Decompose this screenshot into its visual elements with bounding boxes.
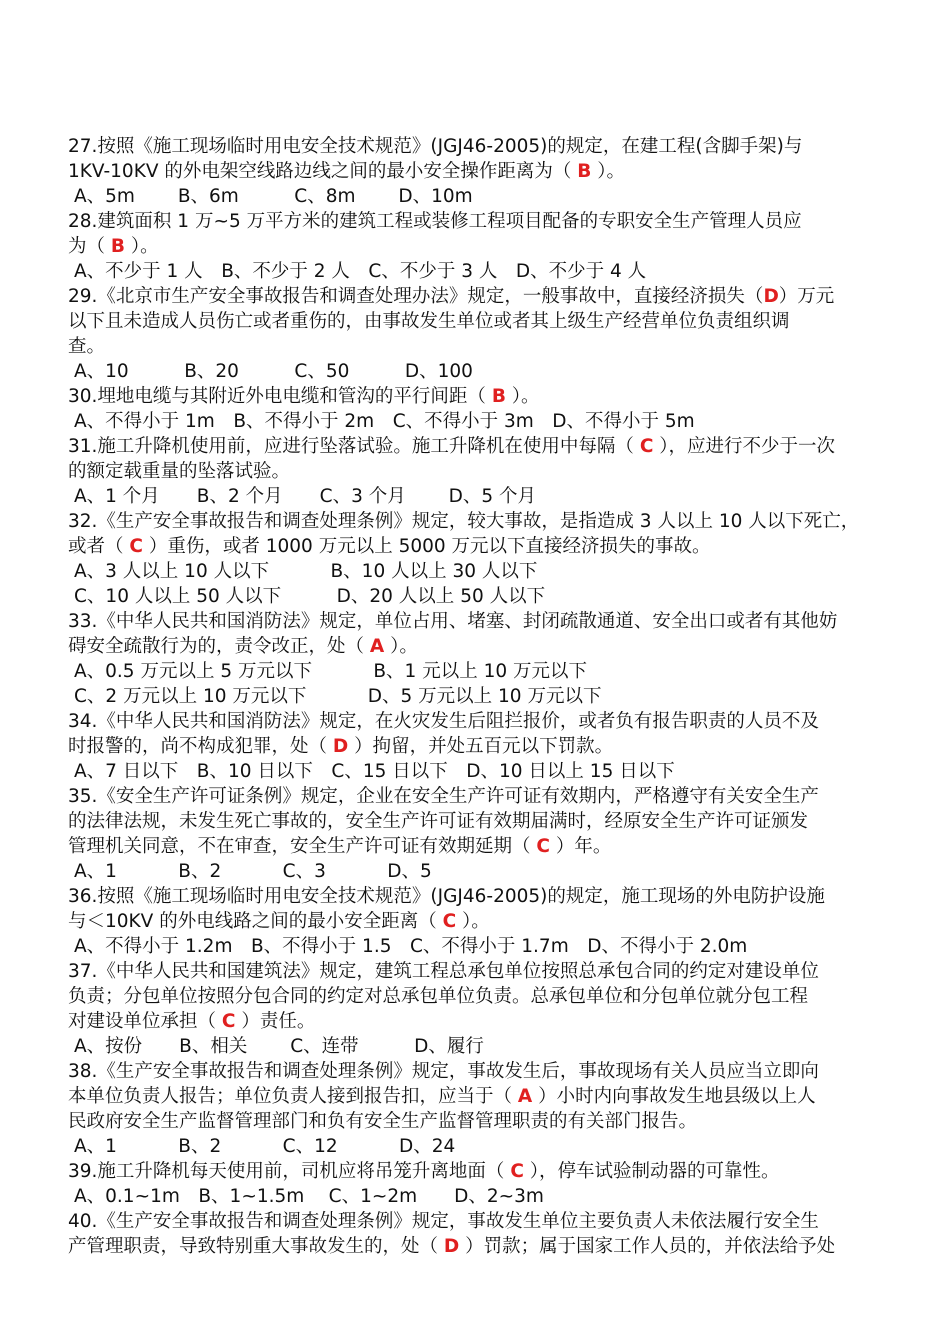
question-line bbox=[68, 509, 888, 534]
line-text: 或者（ bbox=[68, 536, 130, 557]
options-line bbox=[68, 184, 888, 209]
options-line bbox=[68, 1184, 888, 1209]
options-line bbox=[68, 934, 888, 959]
question-line bbox=[68, 284, 888, 309]
line-text: A、10 B、20 C、50 D、100 bbox=[74, 361, 473, 382]
line-text: 30.埋地电缆与其附近外电电缆和管沟的平行间距（ bbox=[68, 386, 492, 407]
line-text: 产管理职责，导致特别重大事故发生的，处（ bbox=[68, 1236, 444, 1257]
question-line bbox=[68, 1209, 888, 1234]
options-line bbox=[68, 659, 888, 684]
question-line bbox=[68, 309, 888, 334]
line-text: A、1 B、2 C、3 D、5 bbox=[74, 861, 432, 882]
question-line bbox=[68, 134, 888, 159]
question-line bbox=[68, 734, 888, 759]
line-text: 时报警的，尚不构成犯罪，处（ bbox=[68, 736, 333, 757]
question-line bbox=[68, 534, 888, 559]
question-line bbox=[68, 1059, 888, 1084]
options-line bbox=[68, 359, 888, 384]
options-line bbox=[68, 1034, 888, 1059]
question-line bbox=[68, 1109, 888, 1134]
options-line bbox=[68, 1134, 888, 1159]
options-line bbox=[68, 484, 888, 509]
question-line bbox=[68, 434, 888, 459]
line-text: ），应进行不少于一次 bbox=[653, 436, 836, 457]
line-text: ）罚款；属于国家工作人员的，并依法给予处 bbox=[459, 1236, 836, 1257]
line-text: A、0.5 万元以上 5 万元以下 B、1 元以上 10 万元以下 bbox=[74, 661, 588, 682]
line-text: 34.《中华人民共和国消防法》规定，在火灾发生后阻拦报价，或者负有报告职责的人员不及 bbox=[68, 711, 819, 732]
question-line bbox=[68, 334, 888, 359]
line-text: 民政府安全生产监督管理部门和负有安全生产监督管理职责的有关部门报告。 bbox=[68, 1111, 698, 1132]
line-text: ）。 bbox=[125, 236, 159, 257]
line-text: 38.《生产安全事故报告和调查处理条例》规定，事故发生后，事故现场有关人员应当立即向 bbox=[68, 1061, 819, 1082]
line-text: 39.施工升降机每天使用前，司机应将吊笼升离地面（ bbox=[68, 1161, 511, 1182]
line-text: 37.《中华人民共和国建筑法》规定，建筑工程总承包单位按照总承包合同的约定对建设单位 bbox=[68, 961, 819, 982]
question-line bbox=[68, 634, 888, 659]
line-text: A、不得小于 1m B、不得小于 2m C、不得小于 3m D、不得小于 5m bbox=[74, 411, 695, 432]
line-text: ）责任。 bbox=[235, 1011, 316, 1032]
question-line bbox=[68, 984, 888, 1009]
options-line bbox=[68, 259, 888, 284]
answer-letter: A bbox=[369, 636, 385, 657]
question-line bbox=[68, 209, 888, 234]
line-text: ）。 bbox=[456, 911, 490, 932]
question-line bbox=[68, 234, 888, 259]
line-text: A、0.1~1m B、1~1.5m C、1~2m D、2~3m bbox=[74, 1186, 544, 1207]
line-text: A、按份 B、相关 C、连带 D、履行 bbox=[74, 1036, 484, 1057]
answer-letter: C bbox=[129, 536, 143, 557]
line-text: 与＜10KV 的外电线路之间的最小安全距离（ bbox=[68, 911, 443, 932]
line-text: 40.《生产安全事故报告和调查处理条例》规定，事故发生单位主要负责人未依法履行安全生 bbox=[68, 1211, 819, 1232]
line-text: ）万元 bbox=[778, 286, 835, 307]
line-text: 为（ bbox=[68, 236, 111, 257]
answer-letter: C bbox=[442, 911, 457, 932]
line-text: 的法律法规，未发生死亡事故的，安全生产许可证有效期届满时，经原安全生产许可证颁发 bbox=[68, 811, 809, 832]
line-text: 28.建筑面积 1 万~5 万平方米的建筑工程或装修工程项目配备的专职安全生产管理人员应 bbox=[68, 211, 802, 232]
line-text: 32.《生产安全事故报告和调查处理条例》规定，较大事故，是指造成 3 人以上 10 人以下死亡， bbox=[68, 511, 860, 532]
answer-letter: D bbox=[332, 736, 349, 757]
answer-letter: B bbox=[110, 236, 125, 257]
question-line bbox=[68, 1084, 888, 1109]
line-text: ）。 bbox=[384, 636, 418, 657]
line-text: C、2 万元以上 10 万元以下 D、5 万元以上 10 万元以下 bbox=[74, 686, 602, 707]
line-text: 35.《安全生产许可证条例》规定，企业在安全生产许可证有效期内，严格遵守有关安全生产 bbox=[68, 786, 819, 807]
answer-letter: D bbox=[763, 286, 779, 307]
answer-letter: A bbox=[517, 1086, 533, 1107]
line-text: 29.《北京市生产安全事故报告和调查处理办法》规定，一般事故中，直接经济损失（ bbox=[68, 286, 764, 307]
line-text: ）年。 bbox=[549, 836, 612, 857]
question-line bbox=[68, 909, 888, 934]
answer-letter: C bbox=[221, 1011, 236, 1032]
question-line bbox=[68, 1234, 888, 1259]
line-text: ）小时内向事故发生地县级以上人 bbox=[532, 1086, 816, 1107]
line-text: 负责；分包单位按照分包合同的约定对总承包单位负责。总承包单位和分包单位就分包工程 bbox=[68, 986, 809, 1007]
line-text: 本单位负责人报告；单位负责人接到报告扣，应当于（ bbox=[68, 1086, 518, 1107]
question-list bbox=[68, 134, 888, 1259]
answer-letter: C bbox=[536, 836, 550, 857]
line-text: ）。 bbox=[505, 386, 540, 407]
line-text: 36.按照《施工现场临时用电安全技术规范》(JGJ46-2005)的规定，施工现场的外电防护设施 bbox=[68, 886, 825, 907]
line-text: ），停车试验制动器的可靠性。 bbox=[523, 1161, 780, 1182]
question-line bbox=[68, 1159, 888, 1184]
options-line bbox=[68, 859, 888, 884]
line-text: 碍安全疏散行为的，责令改正，处（ bbox=[68, 636, 370, 657]
line-text: ）拘留，并处五百元以下罚款。 bbox=[348, 736, 614, 757]
options-line bbox=[68, 559, 888, 584]
answer-letter: B bbox=[577, 161, 592, 182]
line-text: ）重伤，或者 1000 万元以上 5000 万元以下直接经济损失的事故。 bbox=[142, 536, 711, 557]
line-text: A、不得小于 1.2m B、不得小于 1.5 C、不得小于 1.7m D、不得小于 2.0m bbox=[74, 936, 748, 957]
question-line bbox=[68, 884, 888, 909]
question-line bbox=[68, 609, 888, 634]
question-line bbox=[68, 809, 888, 834]
line-text: 查。 bbox=[68, 336, 106, 357]
options-line bbox=[68, 684, 888, 709]
line-text: A、1 个月 B、2 个月 C、3 个月 D、5 个月 bbox=[74, 486, 536, 507]
question-line bbox=[68, 1009, 888, 1034]
line-text: A、不少于 1 人 B、不少于 2 人 C、不少于 3 人 D、不少于 4 人 bbox=[74, 261, 647, 282]
line-text: 以下且未造成人员伤亡或者重伤的，由事故发生单位或者其上级生产经营单位负责组织调 bbox=[68, 311, 790, 332]
options-line bbox=[68, 759, 888, 784]
line-text: A、5m B、6m C、8m D、10m bbox=[74, 186, 473, 207]
question-line bbox=[68, 384, 888, 409]
question-line bbox=[68, 159, 888, 184]
line-text: A、1 B、2 C、12 D、24 bbox=[74, 1136, 456, 1157]
options-line bbox=[68, 584, 888, 609]
question-line bbox=[68, 459, 888, 484]
line-text: 对建设单位承担（ bbox=[68, 1011, 222, 1032]
line-text: A、3 人以上 10 人以下 B、10 人以上 30 人以下 bbox=[74, 561, 538, 582]
answer-letter: C bbox=[639, 436, 654, 457]
line-text: 31.施工升降机使用前，应进行坠落试验。施工升降机在使用中每隔（ bbox=[68, 436, 640, 457]
line-text: 的额定载重量的坠落试验。 bbox=[68, 461, 291, 482]
line-text: C、10 人以上 50 人以下 D、20 人以上 50 人以下 bbox=[74, 586, 546, 607]
line-text: ）。 bbox=[591, 161, 625, 182]
options-line bbox=[68, 409, 888, 434]
line-text: 管理机关同意，不在审查，安全生产许可证有效期延期（ bbox=[68, 836, 537, 857]
question-line bbox=[68, 959, 888, 984]
line-text: 27.按照《施工现场临时用电安全技术规范》(JGJ46-2005)的规定，在建工程(含脚手架)与 bbox=[68, 136, 803, 157]
answer-letter: C bbox=[510, 1161, 524, 1182]
answer-letter: B bbox=[491, 386, 506, 407]
answer-letter: D bbox=[443, 1236, 460, 1257]
line-text: 33.《中华人民共和国消防法》规定，单位占用、堵塞、封闭疏散通道、安全出口或者有其他妨 bbox=[68, 611, 838, 632]
question-line bbox=[68, 709, 888, 734]
line-text: A、7 日以下 B、10 日以下 C、15 日以下 D、10 日以上 15 日以下 bbox=[74, 761, 675, 782]
question-line bbox=[68, 834, 888, 859]
question-line bbox=[68, 784, 888, 809]
line-text: 1KV-10KV 的外电架空线路边线之间的最小安全操作距离为（ bbox=[68, 161, 578, 182]
